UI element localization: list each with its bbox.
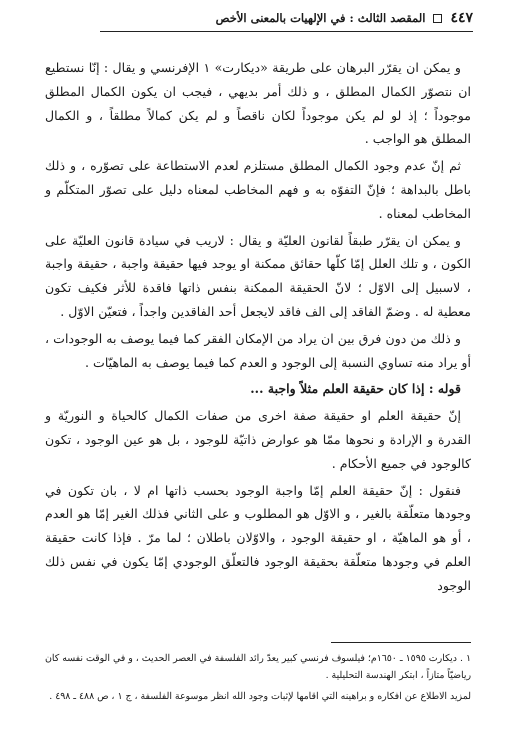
chapter-title: المقصد الثالث : في الإلهيات بالمعنى الأخص bbox=[215, 11, 426, 25]
paragraph: و يمكن ان يقرّر البرهان على طريقة «ديكارت» ١ الإفرنسي و يقال : إنّا نستطيع ان نتصوّر الكمال المطلق ، و ذلك أمر بديهي ، فيجب ان يكون الكمال المطلق موجوداً ؛ إذ لو لم يكن موجوداً لكان ناقصاً و لم يكن كمالاً مطلقاً ، و الكمال المطلق هو الواجب . bbox=[45, 60, 471, 147]
footnote-divider bbox=[331, 642, 471, 643]
paragraph: و ذلك من دون فرق بين ان يراد من الإمكان الفقر كما فيما يوصف به الوجودات ، أو يراد منه تساوي النسبة إلى الوجود و العدم كما فيما يوصف به الماهيّات . bbox=[45, 330, 471, 370]
paragraph: إنّ حقيقة العلم او حقيقة صفة اخرى من صفات الكمال كالحياة و النوريّة و القدرة و الإرادة و نحوها ممّا هو عوارض ذاتيّة للوجود ، بل هو عين الوجود ، تكون كالوجود في جميع الأحكام . bbox=[45, 408, 471, 471]
paragraph: و يمكن ان يقرّر طبقاً لقانون العليّة و يقال : لاريب في سيادة قانون العليّة على الكون ، و تلك العلل إمّا كلّها حقائق ممكنة او يوجد فيها حقيقة واجبة ، حقيقة واجبة ، لاسبيل إلى الاوّل ؛ لانّ الحقيقة الممكنة بنفس ذاتها فاقدة للأثر فكيف تكون معطية له . وضمّ الفاقد إلى الف فاقد لايجعل أحد الفاقدين واجداً ، فتعيّن الاوّل . bbox=[45, 232, 471, 319]
footnote: ١ . ديكارت ١٥٩٥ ـ ١٦٥٠م؛ فيلسوف فرنسي كبير يعدّ رائد الفلسفة في العصر الحديث ، و في الوقت نفسه كان رياضيّاً متازاً ، ابتكر الهندسة التحليلية . bbox=[45, 653, 471, 681]
separator-square-icon bbox=[433, 14, 442, 23]
running-header bbox=[100, 8, 473, 32]
paragraph: ثم إنّ عدم وجود الكمال المطلق مستلزم لعدم الاستطاعة على تصوّره ، و ذلك باطل بالبداهة ؛ فإنّ التفوّه به و فهم المخاطب لمعناه دليل على تصوّر المتكلّم و المخاطب لمعناه . bbox=[45, 158, 471, 221]
footnotes bbox=[45, 650, 471, 709]
footnote: لمزيد الاطلاع عن افكاره و براهينه التي اقامها لإثبات وجود الله انظر موسوعة الفلسفة ، ج ١ ، ص ٤٨٨ ـ ٤٩٨ . bbox=[49, 691, 471, 702]
page-number: ٤٤٧ bbox=[450, 10, 473, 26]
quote-heading: قوله : إذا كان حقيقة العلم مثلاً واجبة ... bbox=[250, 381, 461, 397]
main-text bbox=[45, 56, 471, 601]
paragraph: فنقول : إنّ حقيقة العلم إمّا واجبة الوجود بحسب ذاتها ام لا ، بان تكون في وجودها متعلّقة بالغير ، و الاوّل هو المطلوب و على الثاني فذلك الغير إمّا هو العدم ، أو هو الماهيّة ، او حقيقة الوجود ، والاوّلان باطلان ؛ لما مرّ . فإذا كانت حقيقة العلم في وجودها متعلّقة بحقيقة الوجود فالتعلّق الوجودي إمّا يكون في نفس ذلك الوجود bbox=[45, 482, 471, 593]
